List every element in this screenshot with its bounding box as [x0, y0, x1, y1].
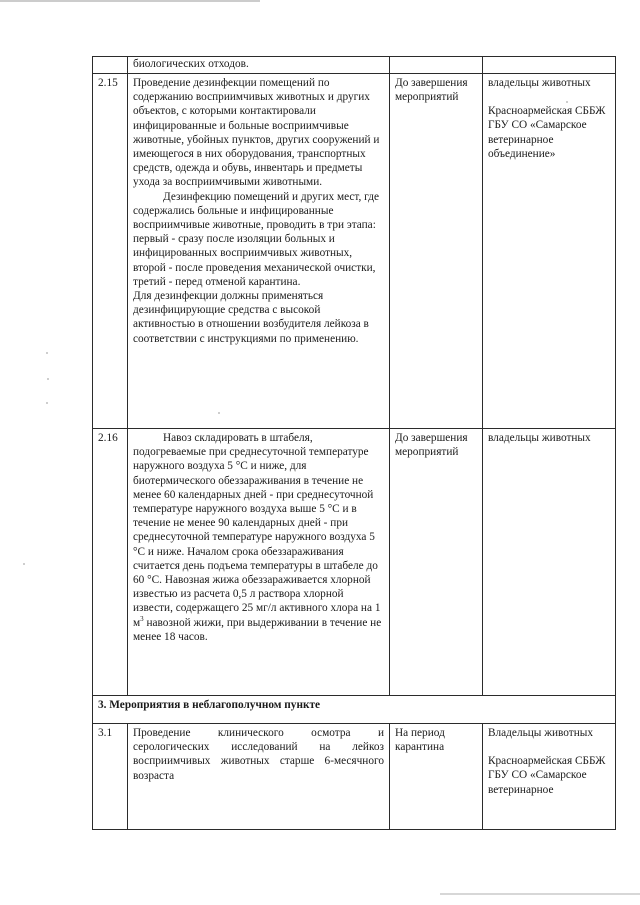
cell-deadline: На период карантина	[390, 724, 483, 830]
cell-num: 2.16	[93, 429, 128, 696]
cell-responsible	[483, 74, 616, 429]
responsible-owners: владельцы животных	[488, 432, 591, 444]
table-row-2-15	[93, 74, 616, 429]
scan-speck	[46, 352, 48, 354]
scan-speck	[46, 402, 48, 404]
section-header-row	[93, 696, 616, 724]
cell-carryover-text: биологических отходов.	[128, 57, 390, 74]
cell-measure: Проведение клинического осмотра и серологических исследований на лейкоз восприимчивых животных старше 6-месячного возраста	[128, 724, 390, 830]
cell-deadline	[390, 57, 483, 74]
scan-speck	[23, 563, 25, 565]
measure-text: Навоз складировать в штабеля, подогреваемые при среднесуточной температуре наружного воздуха 5 °С и ниже, для биотермического обеззараживания в течение не менее 60 календарных дней - при среднесуточной температуре наружного воздуха выше 5 °С и в течение не менее 90 календарных дней - при среднесуточной температуре наружного воздуха 5 °С и ниже. Началом срока обеззараживания считается день подъема температуры в штабеле до 60 °С. Навозная жижа обеззараживается хлорной известью из расчета 0,5 л раствора хлорной извести, содержащего 25 мг/л активного хлора на 1 м	[133, 432, 381, 629]
measure-paragraph	[133, 431, 384, 644]
measure-paragraph: Дезинфекцию помещений и других мест, где содержались больные и инфицированные восприимчивые животные, проводить в три этапа: первый - сразу после изоляции больных и инфицированных восприимчивых животных, второй - после проведения механической очистки, третий - перед отменой карантина.	[133, 190, 379, 288]
responsible-owners: владельцы животных	[488, 77, 591, 89]
measures-table	[92, 56, 616, 830]
cell-measure	[128, 74, 390, 429]
cell-num: 3.1	[93, 724, 128, 830]
measure-paragraph: Проведение дезинфекции помещений по содержанию восприимчивых животных и других объектов, с которыми контактировали инфицированные и больные восприимчивые животные, убойных пунктов, других сооружений и имеющегося в них оборудования, транспортных средств, одежда и обувь, инвентарь и предметы ухода за восприимчивыми животными.	[133, 77, 380, 189]
measure-paragraph: Для дезинфекции должны применяться дезинфицирующие средства с высокой активностью в отношении возбудителя лейкоза в соответствии с инструкциями по применению.	[133, 290, 369, 345]
responsible-owners: Владельцы животных	[488, 727, 594, 739]
cell-measure	[128, 429, 390, 696]
cubic-superscript: 3	[140, 614, 144, 623]
cell-responsible	[483, 724, 616, 830]
cell-num	[93, 57, 128, 74]
scan-edge-top	[0, 0, 260, 2]
table-row-carryover	[93, 57, 616, 74]
table-row-3-1	[93, 724, 616, 830]
table-row-2-16	[93, 429, 616, 696]
section-title: 3. Мероприятия в неблагополучном пункте	[93, 696, 616, 724]
scan-speck	[47, 378, 49, 380]
scan-edge-bottom	[440, 893, 640, 895]
cell-deadline: До завершения мероприятий	[390, 74, 483, 429]
responsible-vet-station: Красноармейская СББЖ ГБУ СО «Самарское ветеринарное объединение»	[488, 105, 606, 160]
cell-deadline: До завершения мероприятий	[390, 429, 483, 696]
cell-responsible	[483, 57, 616, 74]
responsible-vet-station: Красноармейская СББЖ ГБУ СО «Самарское ветеринарное	[488, 755, 606, 796]
cell-responsible	[483, 429, 616, 696]
cell-num: 2.15	[93, 74, 128, 429]
measure-text-end: навозной жижи, при выдерживании в течение не менее 18 часов.	[133, 616, 382, 643]
